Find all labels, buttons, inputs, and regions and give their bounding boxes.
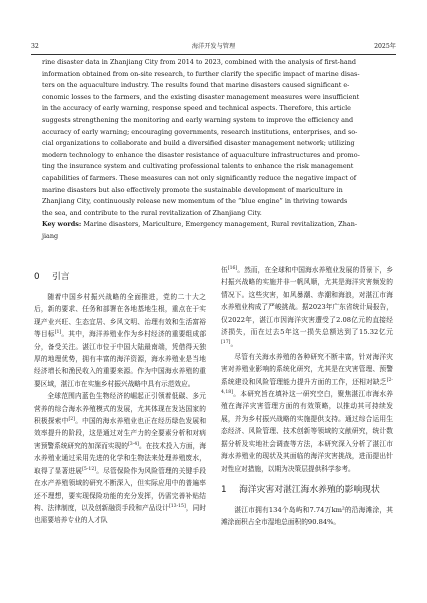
running-header	[31, 40, 396, 54]
left-column	[34, 270, 206, 527]
citation: [17]	[221, 340, 231, 346]
text-run: 。尽管保险作为风险管理的关键手段在水产养殖领域的研究不断深入，但实际应用中的普遍率还不理想，要实现保险功能的充分发挥，仍需完善补贴结构、法律制度，以及创新融资手段和产品设计	[34, 466, 207, 512]
research-gap-paragraph	[221, 351, 393, 475]
keywords-continuation: jiang	[42, 231, 59, 240]
abstract-line: marine disasters but also effectively promote the sustainable development of mariculture in	[42, 185, 343, 194]
abstract-line: accuracy of early warning; encouraging governments, research institutions, enterprises, and so-	[42, 127, 358, 136]
keywords-line	[42, 219, 386, 231]
abstract-line: information obtained from on-site research, to further clarify the specific impact of marine disas-	[42, 69, 360, 78]
text-run: 。在技术投入方面，海水养殖业通过采用先进的化学和生物法来处理养殖废水，取得了显著进展	[34, 441, 207, 475]
text-run: 。然而，在全球和中国海水养殖业发展的背景下，乡村振兴战略的实施并非一帆风顺，尤其是海洋灾害频发的情况下。这些灾害，如风暴潮、赤潮和海浪，对湛江市海水养殖业构成了严峻挑战。据2023年广东省统计局报告，仅2022年，湛江市因海洋灾害遭受了2.08亿元的直接经济损失，而在过去5年这一损失总额达到了15.32亿元	[221, 266, 394, 337]
abstract-line: ting the insurance system and cultivating professional talents to enhance the risk management	[42, 162, 354, 171]
citation: [1]	[54, 329, 62, 335]
journal-title: 海洋开发与管理	[191, 43, 236, 50]
intro-heading	[34, 270, 206, 284]
citation: [2-4,18]	[221, 377, 393, 395]
keywords-text: Marine disasters, Mariculture, Emergency management, Rural revitalization, Zhan-	[83, 220, 358, 229]
keywords-label: Key words:	[42, 220, 82, 229]
text-run: 全球范围内蓝色生物经济的崛起正引领着低碳、多元营养的综合海水养殖模式的发展，尤其体现在发达国家的积极探索中	[34, 392, 206, 426]
abstract-line: ters on the aquaculture industry. The results found that marine disasters caused significant e-	[42, 81, 350, 90]
abstract-line: conomic losses to the farmers, and the existing disaster management measures were insufficient	[42, 92, 360, 101]
citation: [16]	[227, 265, 238, 271]
text-run: 随着中国乡村振兴战略的全面推进，党的二十大之后，新的要求、任务和部署在各地基地生根，重点在于实现产业兴旺、生态宜居、乡风文明、治理有效和生活富裕等目标	[34, 293, 206, 339]
section-1-paragraph-1: 湛江市拥有134个岛屿和7.74万km²的沿海滩涂，其滩涂面积占全市湿地总面积的90.84%。	[221, 505, 393, 527]
abstract-line: rine disaster data in Zhanjiang City from 2014 to 2023, combined with the analysis of first-hand	[42, 58, 356, 66]
abstract-line: cial organizations to collaborate and build a diversified disaster management network; utilizing	[42, 139, 355, 148]
journal-year: 2025年	[374, 43, 396, 50]
text-run: 。	[230, 340, 238, 349]
citation: [2]	[68, 416, 75, 422]
citation: [5-12]	[82, 466, 97, 472]
abstract-line: the sea, and contribute to the rural revitalization of Zhanjiang City.	[42, 208, 262, 217]
section-1-title: 海洋灾害对湛江海水养殖的影响现状	[239, 484, 380, 495]
page-number: 32	[31, 43, 39, 50]
right-column	[221, 264, 393, 529]
abstract-line: capabilities of farmers. These measures can not only significantly reduce the negative impact of	[42, 173, 357, 182]
abstract-line: modern technology to enhance the disaster resistance of aquaculture infrastructures and promo-	[42, 150, 360, 159]
abstract-line: in the accuracy of early warning, response speed and technical aspects. Therefore, this article	[42, 104, 351, 113]
abstract-body	[42, 57, 386, 219]
abstract-line: Zhanjiang City, continuously release new momentum of the “blue engine” in thriving towards	[42, 197, 348, 206]
text-run: 尽管有关海水养殖的各种研究不断丰富，针对海洋灾害对养殖业影响的系统化研究，尤其是在灾害管理、预警系统建设和风险管理能力提升方面的工作，还相对缺乏	[221, 352, 393, 386]
intro-number: 0	[34, 272, 40, 282]
text-run: 。本研究旨在填补这一研究空白，聚焦湛江市海水养殖在海洋灾害管理方面的有效策略，以推动其可持续发展，并为乡村振兴战略的实施提供支持。通过综合运用生态经济、风险管理、技术创新等领域的文献研究，统计数据分析及实地社会调查等方法，本研究深入分析了湛江市海水养殖业的现状及其面临的海洋灾害挑战，进而提出针对性应对措施，以期为决策层提供科学参考。	[221, 390, 393, 473]
intro-paragraph-1	[34, 291, 206, 390]
continued-paragraph	[221, 264, 393, 351]
abstract-line: suggests strengthening the monitoring and early warning system to improve the efficiency and	[42, 115, 354, 124]
intro-paragraph-2	[34, 390, 206, 526]
english-abstract	[42, 57, 386, 243]
section-1-heading	[221, 483, 393, 497]
section-1-number: 1	[221, 484, 227, 495]
text-run: 伍	[221, 266, 228, 274]
citation: [3-4]	[127, 441, 139, 447]
intro-title: 引言	[52, 272, 70, 282]
citation: [13-15]	[168, 503, 186, 509]
text-run: ，同时也需要培养专业的人才队	[34, 503, 207, 525]
text-run: 。中国的海水养殖业也正在经历绿色发展和效率提升的阶段，这是通过对生产力的全要素分析和对病害预警系统研究的加深而实现的	[34, 417, 207, 450]
text-run: 。其中，海洋养殖业作为乡村经济的重要组成部分，备受关注。湛江市位于中国大陆最南端，凭借得天独厚的地理优势，拥有丰富的海洋资源，海水养殖业是当地经济增长和渔民收入的重要来源。作为中国海水养殖的重要区域，湛江市在实施乡村振兴战略中具有示范效应。	[34, 330, 207, 388]
header-rule	[31, 54, 396, 55]
